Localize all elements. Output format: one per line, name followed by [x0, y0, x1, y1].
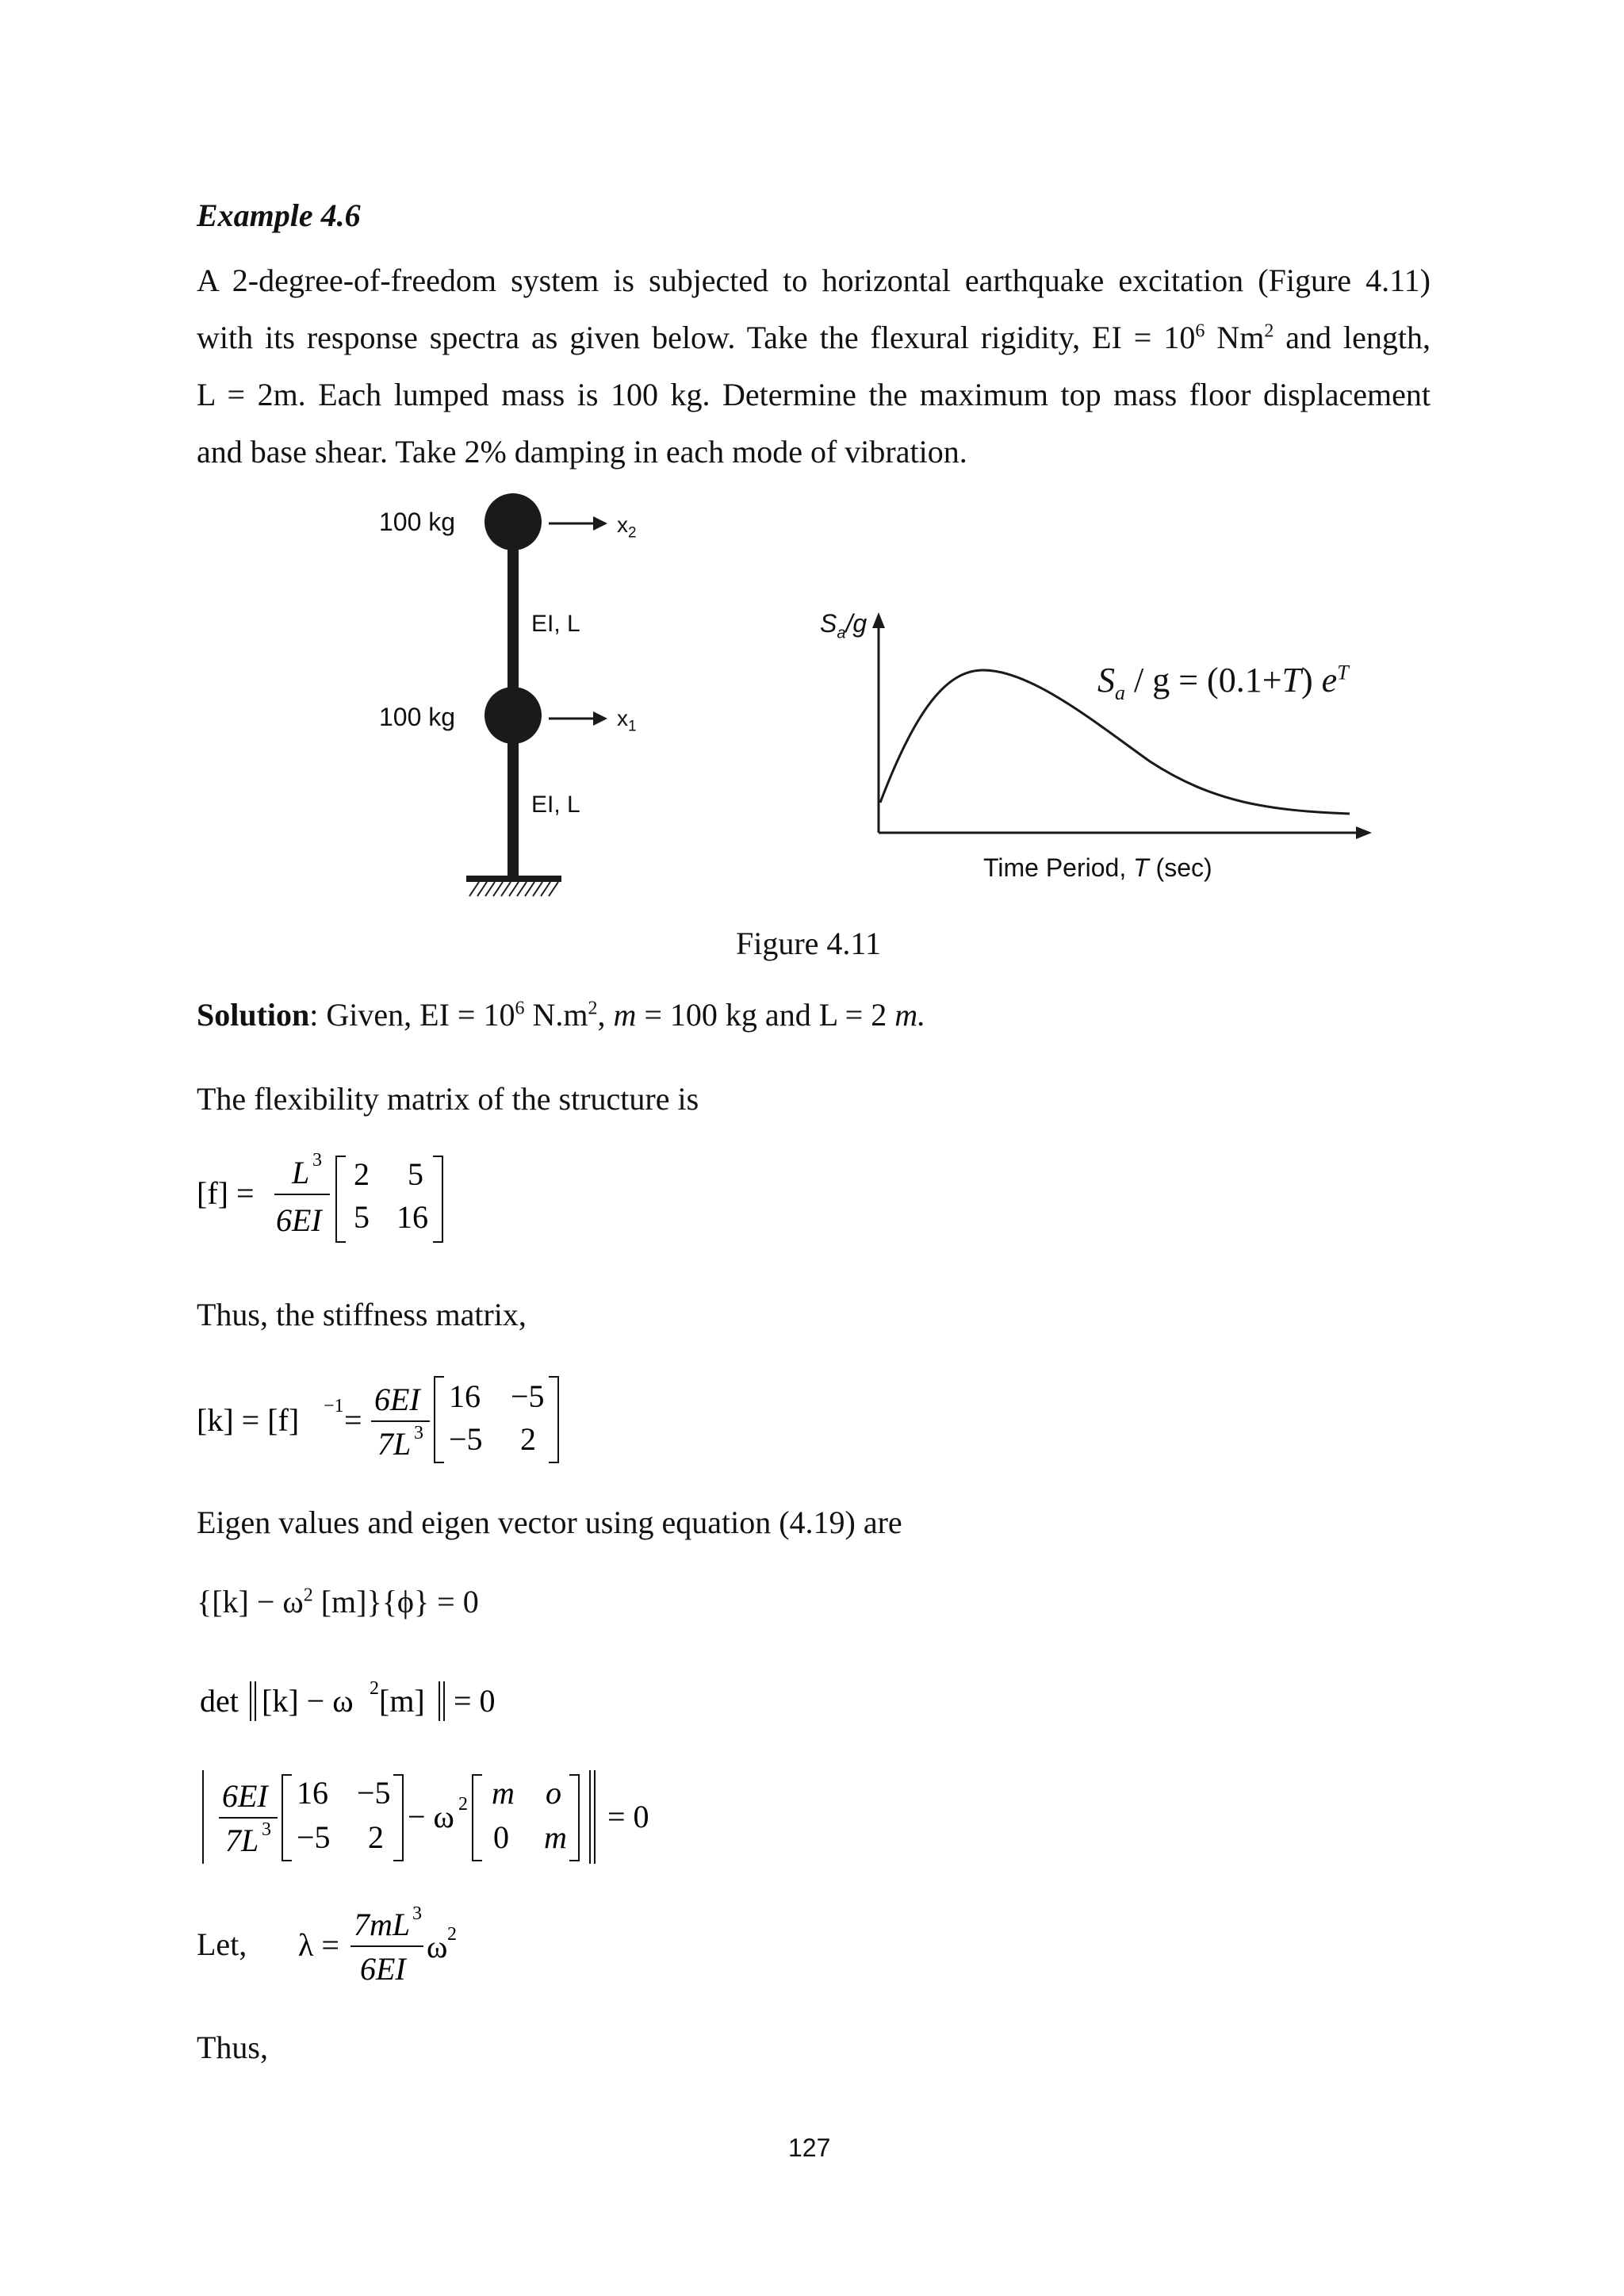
stiff-intro: Thus, the stiffness matrix, [197, 1297, 527, 1332]
char-k12: −5 [357, 1775, 391, 1811]
char-minus-omega: − ω [408, 1799, 454, 1834]
eigen-intro: Eigen values and eigen vector using equation (4.19) are [197, 1504, 902, 1540]
y-axis-arrow-icon [872, 612, 885, 628]
x-label-T: T [1133, 853, 1149, 882]
stiff-left-bracket [435, 1377, 444, 1462]
solution-label: Solution [197, 997, 310, 1033]
x1-base: x [617, 706, 628, 730]
det-sup: 2 [370, 1678, 379, 1699]
upper-member-label: EI, L [531, 611, 580, 637]
x2-base: x [617, 512, 628, 537]
spectrum-y-label [820, 609, 867, 642]
x1-sub: 1 [628, 718, 637, 735]
flex-right-bracket [433, 1156, 442, 1242]
solution-text-a: : Given, EI = 10 [309, 997, 515, 1033]
let-label: Let, [197, 1926, 247, 1962]
eigen-text: {[k] − ω [197, 1584, 304, 1619]
char-omega-exp: 2 [458, 1794, 468, 1815]
eq-e: e [1321, 661, 1338, 700]
lambda-equation [0, 1897, 1624, 2000]
y-S: S [820, 609, 837, 638]
eq-a: a [1115, 680, 1125, 704]
eq-close: ) [1301, 661, 1322, 700]
determinant-equation [0, 1670, 1624, 1734]
flex-lhs: [f] = [197, 1175, 255, 1211]
eq-rest: / g = (0.1+ [1125, 661, 1282, 700]
char-k21: −5 [297, 1819, 331, 1855]
page-number: 127 [788, 2133, 831, 2162]
x-label-unit: (sec) [1148, 853, 1212, 882]
solution-text-c: , [597, 997, 614, 1033]
flexibility-equation [0, 1142, 1624, 1253]
characteristic-equation [0, 1762, 1624, 1873]
stiff-m12: −5 [511, 1378, 545, 1414]
sup-exponent: 6 [515, 998, 525, 1019]
char-den: 7L [225, 1823, 259, 1858]
stiff-m21: −5 [449, 1421, 483, 1457]
char-k22: 2 [368, 1819, 384, 1855]
flex-left-bracket [336, 1156, 346, 1242]
lambda-den: 6EI [360, 1951, 406, 1987]
solution-m: m [613, 997, 637, 1033]
lambda-lhs: λ = [298, 1927, 339, 1963]
lambda-num: 7mL [354, 1907, 411, 1942]
eigen-sup: 2 [303, 1585, 313, 1606]
top-mass-label: 100 kg [379, 508, 456, 536]
stiff-right-bracket [549, 1377, 558, 1462]
problem-line-2a: with its response spectra as given below. Take the flexural rigidity, EI = 10 [197, 320, 1196, 355]
char-m21: 0 [493, 1819, 509, 1855]
problem-line-2c: and length, [1274, 320, 1431, 355]
char-m22: m [544, 1819, 567, 1855]
sup-exponent: 2 [588, 998, 598, 1019]
char-num: 6EI [222, 1778, 268, 1814]
problem-line-4: and base shear. Take 2% damping in each mode of vibration. [197, 434, 967, 470]
lambda-num-exp: 3 [412, 1903, 422, 1924]
x-label-text: Time Period, [983, 853, 1134, 882]
stiffness-equation [0, 1363, 1624, 1474]
flex-m22: 16 [396, 1199, 428, 1235]
eigen-equation [197, 1583, 479, 1621]
stiff-den: 7L [377, 1426, 412, 1462]
solution-line [197, 996, 925, 1034]
y-div: /g [845, 609, 868, 638]
problem-line-3: L = 2m. Each lumped mass is 100 kg. Determine the maximum top mass floor displacement [197, 377, 1431, 412]
y-a: a [837, 624, 846, 642]
det-text: [k] − ω [262, 1683, 354, 1719]
spectrum-figure [0, 0, 1624, 952]
flex-m11: 2 [354, 1156, 370, 1192]
flex-intro: The flexibility matrix of the structure is [197, 1081, 699, 1117]
stiff-inv: −1 [324, 1396, 344, 1416]
stiff-num: 6EI [374, 1382, 420, 1417]
bottom-mass-label: 100 kg [379, 703, 456, 731]
eigen-rest: [m]}{ϕ} = 0 [312, 1584, 479, 1619]
flex-num-exp: 3 [312, 1150, 322, 1171]
flex-den: 6EI [276, 1202, 322, 1238]
stiff-lhs: [k] = [f] [197, 1402, 300, 1438]
lambda-omega: ω [427, 1929, 448, 1964]
solution-text-d: = 100 kg and L = 2 [636, 997, 895, 1033]
eq-T: T [1281, 661, 1301, 700]
flex-m12: 5 [408, 1156, 423, 1192]
det-rest: [m] [379, 1683, 425, 1719]
stiff-m22: 2 [520, 1421, 536, 1457]
eq-S: S [1097, 661, 1115, 700]
flex-m21: 5 [354, 1199, 370, 1235]
solution-m-unit: m. [894, 997, 926, 1033]
example-title: Example 4.6 [197, 197, 361, 233]
eq-exp: T [1337, 661, 1349, 684]
stiff-m11: 16 [449, 1378, 481, 1414]
stiff-den-exp: 3 [414, 1423, 423, 1443]
sup-exponent: 2 [1264, 320, 1274, 342]
lambda-omega-exp: 2 [447, 1924, 457, 1945]
det-eq: = 0 [454, 1683, 496, 1719]
char-m12: o [546, 1775, 561, 1811]
char-k11: 16 [297, 1775, 328, 1811]
x2-sub: 2 [628, 524, 637, 542]
spectrum-x-label [983, 853, 1212, 883]
x-axis-arrow-icon [1356, 826, 1372, 839]
problem-line-1: A 2-degree-of-freedom system is subjected to horizontal earthquake excitation (Figure 4.11) [197, 263, 1431, 298]
spectrum-equation [1097, 660, 1349, 705]
sup-exponent: 6 [1195, 320, 1205, 342]
char-den-exp: 3 [262, 1819, 271, 1840]
lower-member-label: EI, L [531, 792, 580, 818]
solution-text-b: N.m [524, 997, 588, 1033]
stiff-eq: = [344, 1402, 362, 1438]
thus-label: Thus, [197, 2030, 268, 2065]
det-label: det [200, 1683, 239, 1719]
char-rhs: = 0 [607, 1799, 649, 1834]
flex-num-L: L [292, 1155, 310, 1190]
char-m11: m [492, 1775, 515, 1811]
problem-line-2b: Nm [1205, 320, 1265, 355]
figure-caption: Figure 4.11 [736, 926, 881, 961]
